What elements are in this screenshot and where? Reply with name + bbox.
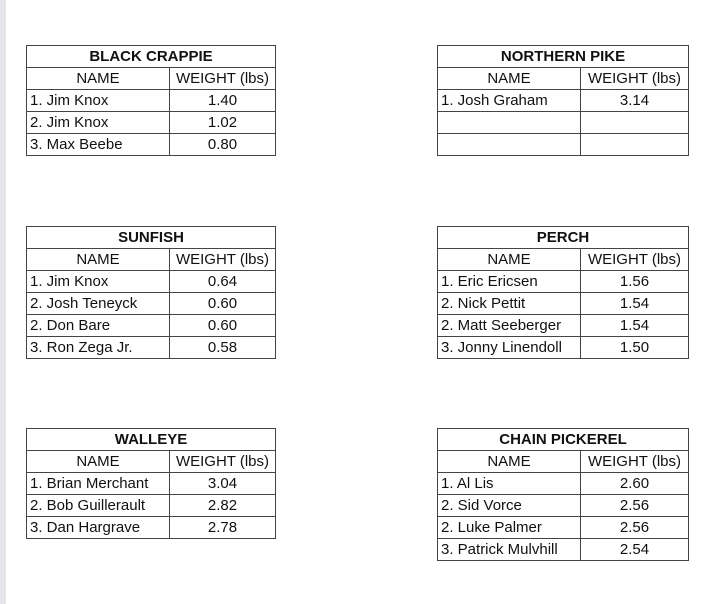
table-row bbox=[27, 473, 276, 495]
table-row bbox=[438, 112, 689, 134]
weight-cell: 1.54 bbox=[581, 293, 689, 315]
chain-pickerel-table bbox=[437, 428, 689, 561]
name-column-header: NAME bbox=[438, 249, 581, 271]
weight-cell: 2.56 bbox=[581, 517, 689, 539]
table-title: WALLEYE bbox=[27, 429, 276, 451]
table-title: CHAIN PICKEREL bbox=[438, 429, 689, 451]
table-row bbox=[27, 293, 276, 315]
northern-pike-table bbox=[437, 45, 689, 156]
table-header-row bbox=[438, 451, 689, 473]
table-title-row bbox=[438, 227, 689, 249]
weight-cell: 2.82 bbox=[170, 495, 276, 517]
table-row bbox=[27, 271, 276, 293]
table-row bbox=[438, 495, 689, 517]
angler-name-cell: 3. Max Beebe bbox=[27, 134, 170, 156]
angler-name-cell: 1. Jim Knox bbox=[27, 271, 170, 293]
table-row bbox=[27, 315, 276, 337]
table-title: NORTHERN PIKE bbox=[438, 46, 689, 68]
table-title: SUNFISH bbox=[27, 227, 276, 249]
table-row bbox=[438, 271, 689, 293]
table-row bbox=[438, 315, 689, 337]
table-row bbox=[27, 337, 276, 359]
weight-column-header: WEIGHT (lbs) bbox=[170, 451, 276, 473]
weight-cell: 0.80 bbox=[170, 134, 276, 156]
table-row bbox=[438, 337, 689, 359]
angler-name-cell: 2. Nick Pettit bbox=[438, 293, 581, 315]
table-header-row bbox=[27, 451, 276, 473]
name-column-header: NAME bbox=[27, 451, 170, 473]
weight-cell: 2.56 bbox=[581, 495, 689, 517]
angler-name-cell: 3. Patrick Mulvhill bbox=[438, 539, 581, 561]
black-crappie-table bbox=[26, 45, 276, 156]
table-title-row bbox=[438, 429, 689, 451]
weight-cell: 1.54 bbox=[581, 315, 689, 337]
angler-name-cell: 2. Jim Knox bbox=[27, 112, 170, 134]
table-row bbox=[438, 473, 689, 495]
table-header-row bbox=[27, 249, 276, 271]
name-column-header: NAME bbox=[27, 68, 170, 90]
table-title-row bbox=[27, 227, 276, 249]
angler-name-cell: 2. Josh Teneyck bbox=[27, 293, 170, 315]
table-row bbox=[27, 90, 276, 112]
angler-name-cell: 1. Al Lis bbox=[438, 473, 581, 495]
weight-cell bbox=[581, 112, 689, 134]
table-title: BLACK CRAPPIE bbox=[27, 46, 276, 68]
table-row bbox=[438, 134, 689, 156]
weight-cell: 0.60 bbox=[170, 315, 276, 337]
angler-name-cell: 3. Jonny Linendoll bbox=[438, 337, 581, 359]
angler-name-cell: 2. Bob Guillerault bbox=[27, 495, 170, 517]
weight-cell: 1.02 bbox=[170, 112, 276, 134]
table-header-row bbox=[438, 249, 689, 271]
weight-cell: 2.60 bbox=[581, 473, 689, 495]
weight-column-header: WEIGHT (lbs) bbox=[170, 249, 276, 271]
angler-name-cell: 1. Eric Ericsen bbox=[438, 271, 581, 293]
weight-cell bbox=[581, 134, 689, 156]
name-column-header: NAME bbox=[438, 451, 581, 473]
angler-name-cell: 2. Sid Vorce bbox=[438, 495, 581, 517]
table-title-row bbox=[27, 429, 276, 451]
weight-cell: 3.14 bbox=[581, 90, 689, 112]
weight-cell: 1.40 bbox=[170, 90, 276, 112]
walleye-table bbox=[26, 428, 276, 539]
weight-cell: 1.50 bbox=[581, 337, 689, 359]
table-row bbox=[438, 517, 689, 539]
table-row bbox=[438, 293, 689, 315]
weight-column-header: WEIGHT (lbs) bbox=[170, 68, 276, 90]
angler-name-cell: 3. Ron Zega Jr. bbox=[27, 337, 170, 359]
perch-table bbox=[437, 226, 689, 359]
weight-cell: 2.78 bbox=[170, 517, 276, 539]
sunfish-table bbox=[26, 226, 276, 359]
angler-name-cell: 1. Brian Merchant bbox=[27, 473, 170, 495]
angler-name-cell: 2. Matt Seeberger bbox=[438, 315, 581, 337]
angler-name-cell: 3. Dan Hargrave bbox=[27, 517, 170, 539]
angler-name-cell bbox=[438, 112, 581, 134]
angler-name-cell: 2. Luke Palmer bbox=[438, 517, 581, 539]
table-row bbox=[438, 90, 689, 112]
angler-name-cell: 2. Don Bare bbox=[27, 315, 170, 337]
weight-cell: 0.58 bbox=[170, 337, 276, 359]
angler-name-cell bbox=[438, 134, 581, 156]
table-row bbox=[27, 134, 276, 156]
weight-column-header: WEIGHT (lbs) bbox=[581, 68, 689, 90]
table-title: PERCH bbox=[438, 227, 689, 249]
table-header-row bbox=[27, 68, 276, 90]
table-row bbox=[27, 495, 276, 517]
weight-cell: 0.64 bbox=[170, 271, 276, 293]
table-row bbox=[27, 112, 276, 134]
angler-name-cell: 1. Jim Knox bbox=[27, 90, 170, 112]
table-header-row bbox=[438, 68, 689, 90]
name-column-header: NAME bbox=[438, 68, 581, 90]
angler-name-cell: 1. Josh Graham bbox=[438, 90, 581, 112]
weight-cell: 0.60 bbox=[170, 293, 276, 315]
table-title-row bbox=[438, 46, 689, 68]
weight-column-header: WEIGHT (lbs) bbox=[581, 249, 689, 271]
weight-cell: 1.56 bbox=[581, 271, 689, 293]
name-column-header: NAME bbox=[27, 249, 170, 271]
table-title-row bbox=[27, 46, 276, 68]
weight-column-header: WEIGHT (lbs) bbox=[581, 451, 689, 473]
left-edge-strip bbox=[0, 0, 6, 604]
weight-cell: 2.54 bbox=[581, 539, 689, 561]
table-row bbox=[438, 539, 689, 561]
table-row bbox=[27, 517, 276, 539]
weight-cell: 3.04 bbox=[170, 473, 276, 495]
